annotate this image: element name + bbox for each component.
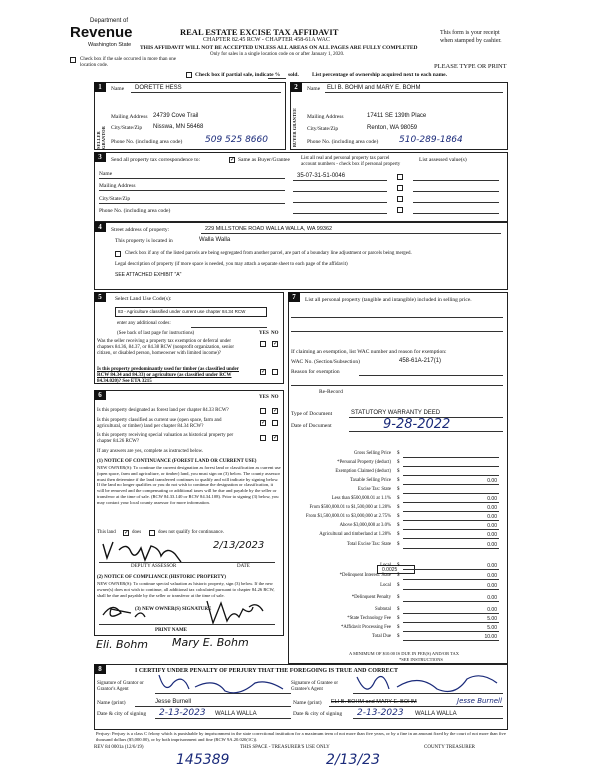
tax-row-value: 0.00 <box>487 542 497 548</box>
section-5-land-use <box>94 292 284 384</box>
corr-name-label: Name <box>99 171 113 177</box>
tax-row-value: 0.00 <box>487 607 497 613</box>
claiming-label: If claiming an exemption, list WAC number and reason for exemption: <box>291 349 447 355</box>
buyer-mailing-label: Mailing Address <box>307 114 344 120</box>
located-in: Walla Walla <box>199 237 231 243</box>
owner-signature-2 <box>207 601 263 623</box>
dollar-sign: $ <box>397 505 400 510</box>
tax-row-field[interactable] <box>403 548 499 549</box>
tax-row-label: *Personal Property (deduct) <box>337 460 391 465</box>
sold-label: sold. <box>288 72 299 78</box>
tax-row-value: 5.00 <box>487 625 497 631</box>
personal-property-checkbox-1[interactable] <box>397 174 403 180</box>
land-use-select[interactable] <box>115 307 267 317</box>
receipt-2: when stamped by cashier. <box>440 38 502 44</box>
send-correspondence-label: Send all property tax correspondence to: <box>111 157 201 163</box>
sec6-q3-no[interactable] <box>272 435 278 441</box>
dollar-sign: $ <box>397 451 400 456</box>
seller-phone: 509 525 8660 <box>205 135 268 145</box>
tax-row-label: *Delinquent Penalty <box>351 595 391 600</box>
segregated-label: Check box if any of the listed parcels are being segregated from another parcel, are part of a boundary line adjustment or parcels being merged. <box>125 251 412 256</box>
tax-row-label: Taxable Selling Price <box>350 478 391 483</box>
dor-logo <box>70 18 160 58</box>
seller-phone-label: Phone No. (including area code) <box>111 139 183 145</box>
partial-sale-label: Check box if partial sale, indicate % <box>195 72 281 78</box>
multi-location-label: Check box if the sale occurred in more than one location code. <box>80 57 176 68</box>
new-owner-signatures <box>99 597 279 625</box>
partial-pct-line[interactable] <box>268 78 286 79</box>
tax-row-field[interactable] <box>403 502 499 503</box>
local-rate: 0.0025 <box>382 567 398 573</box>
tax-row-label: Exemption Claimed (deduct) <box>335 469 391 474</box>
seller-name-label: Name <box>111 86 125 92</box>
does-qualify-checkbox[interactable] <box>123 530 129 536</box>
grantor-date-field[interactable] <box>155 718 291 719</box>
section-2-buyer <box>290 82 508 150</box>
section-1-seller <box>94 82 286 150</box>
same-as-buyer-checkbox[interactable] <box>229 157 235 163</box>
tax-row-value: 0.00 <box>487 563 497 569</box>
tax-row-label: Total Excise Tax: State <box>346 542 391 547</box>
section-4-property <box>94 222 508 290</box>
tax-row-label: From $1,500,000.01 to $3,000,000 at 2.75% <box>305 514 391 519</box>
form-revision: REV 84 0001a (12/6/19) <box>94 745 144 750</box>
assessor-date: 2/13/2023 <box>213 540 265 551</box>
county-treasurer: COUNTY TREASURER <box>424 745 475 750</box>
doc-date: 9-28-2022 <box>383 417 451 432</box>
parcel-header-2: account numbers - check box if personal property <box>301 162 401 167</box>
this-land-label: This land <box>97 530 116 535</box>
buyer-city: Renton, WA 98059 <box>367 125 418 131</box>
grantor-sig-label: Signature of Grantor or Grantor's Agent <box>97 681 144 692</box>
grantee-date-field[interactable] <box>353 718 503 719</box>
receipt-1: This form is your receipt <box>440 30 500 36</box>
personal-property-checkbox-3[interactable] <box>397 196 403 202</box>
wac-label: WAC No. (Section/Subsection) <box>291 359 360 365</box>
tax-row-field[interactable] <box>403 613 499 614</box>
tax-row-field[interactable] <box>403 569 499 570</box>
tax-row-value: 0.00 <box>487 595 497 601</box>
tax-row-value: 0.00 <box>487 478 497 484</box>
reason-field[interactable] <box>359 375 503 376</box>
dollar-sign: $ <box>397 487 400 492</box>
perjury-statement: Perjury: Perjury is a class C felony which is punishable by imprisonment in the state correctional institution for a maximum term of not more than five years, or by a fine in an amount fixed by the court of not more than five thousand dollars ($5,000.00), or by both imprisonment and fine (RCW 9A.20.020(1C)). <box>96 731 506 742</box>
parcel-line-3[interactable] <box>293 202 387 203</box>
tax-row-field[interactable] <box>403 484 499 485</box>
date-label: DATE <box>237 564 250 569</box>
wac-number: 458-61A-217(1) <box>399 358 442 364</box>
tax-row-label: Local <box>380 583 391 588</box>
tax-row-field[interactable] <box>403 457 499 458</box>
assessor-sign-line[interactable] <box>99 562 275 563</box>
dollar-sign: $ <box>397 583 400 588</box>
land-use-label: Select Land Use Code(s): <box>115 296 172 302</box>
sec5-yes-header: YES <box>259 331 269 336</box>
tax-row-value: 0.00 <box>487 583 497 589</box>
doc-type-label: Type of Document <box>291 411 333 417</box>
does-not-qualify-checkbox[interactable] <box>149 530 155 536</box>
personal-line-2[interactable] <box>291 331 503 332</box>
sec6-q3: Is this property receiving special valuation as historical property per chapter 84.26 RCW? <box>97 433 234 444</box>
grantee-name-label: Name (print) <box>293 700 322 706</box>
section-7-number: 7 <box>288 292 300 302</box>
sec6-q2: Is this property classified as current use (open space, farm and agricultural, or timber) land per chapter 84.34 RCW? <box>97 418 222 429</box>
sec5-q2-yes[interactable] <box>260 369 266 375</box>
stamp-date: 2/13/23 <box>326 752 380 768</box>
dollar-sign: $ <box>397 469 400 474</box>
corr-mailing-label: Mailing Address <box>99 183 136 189</box>
buyer-phone-label: Phone No. (including area code) <box>307 139 379 145</box>
tax-row-label: Local <box>380 563 391 568</box>
reason-field-2[interactable] <box>291 385 503 386</box>
seller-city-label: City/State/Zip <box>111 125 143 131</box>
partial-sale-checkbox[interactable] <box>186 72 192 78</box>
min-due-label: A MINIMUM OF $10.00 IS DUE IN FEE(S) AND/OR TAX <box>349 651 460 656</box>
seller-name-field[interactable] <box>131 92 281 93</box>
tax-row-field[interactable] <box>403 579 499 580</box>
dollar-sign: $ <box>397 523 400 528</box>
owner-signature-1 <box>103 607 145 617</box>
tax-row-label: Less than $500,000.01 at 1.1% <box>331 496 391 501</box>
buyer-city-label: City/State/Zip <box>307 126 339 132</box>
tax-row-value: 10.00 <box>484 634 497 640</box>
tax-row-label: Gross Selling Price <box>353 451 391 456</box>
tax-row-label: Subtotal <box>375 607 391 612</box>
section-6-number: 6 <box>94 390 106 400</box>
print-name-1: Eli. Bohm <box>96 638 149 651</box>
tax-row-field[interactable] <box>403 589 499 590</box>
form-subtitle: CHAPTER 82.45 RCW - CHAPTER 458-61A WAC <box>203 37 330 43</box>
buyer-mailing: 17411 SE 139th Place <box>367 113 427 119</box>
tax-row-field[interactable] <box>403 475 499 476</box>
dollar-sign: $ <box>397 607 400 612</box>
seller-name: DORETTE HESS <box>135 85 182 91</box>
corr-mailing-field[interactable] <box>99 190 285 191</box>
seller-city: Nisswa, MN 56468 <box>153 124 204 130</box>
see-back-label: (See back of last page for instructions) <box>117 331 195 336</box>
grantee-name: ELI B. BOHM and MARY E. BOHM <box>331 699 417 705</box>
buyer-name-field[interactable] <box>325 92 503 93</box>
list-pct-label: List percentage of ownership acquired next to each name. <box>312 72 447 78</box>
tax-row-value: 0.00 <box>487 514 497 520</box>
form-warning: THIS AFFIDAVIT WILL NOT BE ACCEPTED UNLESS ALL AREAS ON ALL PAGES ARE FULLY COMPLETED <box>140 45 418 51</box>
additional-codes-label: enter any additional codes: <box>117 321 171 326</box>
grantee-sig-label: Signature of Grantee or Grantee's Agent <box>291 681 339 692</box>
grantor-name: Jesse Burnell <box>155 699 192 705</box>
dollar-sign: $ <box>397 542 400 547</box>
grantee-city: WALLA WALLA <box>415 711 457 717</box>
grantee-signature <box>353 669 503 697</box>
assessed-line-3[interactable] <box>413 202 499 203</box>
assessor-signature <box>99 538 199 564</box>
treasurer-use: THIS SPACE - TREASURER'S USE ONLY <box>240 745 330 750</box>
section-3-correspondence <box>94 152 508 222</box>
print-name-2: Mary E. Bohm <box>172 636 249 649</box>
tax-row-field[interactable] <box>403 631 499 632</box>
sec5-q2: Is this property predominantly used for timber (as classified under RCW 84.34 and 84.33) or agriculture (as classified under RCW 84.34.020)? See ETA 3215 <box>97 367 239 384</box>
section-3-number: 3 <box>94 152 106 162</box>
doc-date-field[interactable] <box>349 431 503 432</box>
legal-description-label: Legal description of property (if more space is needed, you may attach a separate sheet to each page of the affidavit) <box>115 262 348 267</box>
tax-row-label: Agricultural and timberland at 1.28% <box>319 532 391 537</box>
tax-row-field[interactable] <box>403 640 499 641</box>
grantee-date: 2-13-2023 <box>357 708 404 718</box>
tax-row-value: 0.00 <box>487 523 497 529</box>
tax-row-field[interactable] <box>403 466 499 467</box>
sec6-yes-header: YES <box>259 395 269 400</box>
tax-row-field[interactable] <box>403 529 499 530</box>
tax-row-field[interactable] <box>403 601 499 602</box>
dollar-sign: $ <box>397 616 400 621</box>
dollar-sign: $ <box>397 478 400 483</box>
form-note: Only for sales in a single location code on or after January 1, 2020. <box>210 52 345 57</box>
section-7-sale <box>288 292 508 664</box>
rerecord-reason: Re-Record <box>319 389 343 395</box>
segregated-checkbox[interactable] <box>115 251 121 257</box>
grantor-name-field[interactable] <box>135 706 291 707</box>
stamp-number: 145389 <box>176 752 230 768</box>
doc-date-label: Date of Document <box>291 423 332 429</box>
sec5-q1: Was the seller receiving a property tax exemption or deferral under chapters 84.36, 84.37, or 84.38 RCW (nonprofit organization, senior citizen, or disabled person, homeowner with limited income)? <box>97 339 235 356</box>
parcel-line-2[interactable] <box>293 191 387 192</box>
revenue-word: Revenue <box>70 24 133 41</box>
doc-type: STATUTORY WARRANTY DEED <box>351 410 441 416</box>
assessed-line-1[interactable] <box>413 180 499 181</box>
corr-city-label: City/State/Zip <box>99 196 131 202</box>
corr-name-field[interactable] <box>99 178 285 179</box>
grantor-name-label: Name (print) <box>97 700 126 706</box>
tax-row-field[interactable] <box>403 493 499 494</box>
dollar-sign: $ <box>397 532 400 537</box>
notice-1-body: NEW OWNER(S): To continue the current designation as forest land or classification as current use (open space, farm and agriculture, or timber) land, you must sign on (3) below. The county assessor must then determine if the land transferred continues to qualify and will indicate by signing below. If the land no longer qualifies or you do not wish to continue the designation or classification, it will be removed and the compensating or additional taxes will be due and payable by the seller or transferor at the time of sale. (RCW 84.33.140 or RCW 84.34.108). Prior to signing (3) below, you may contact your local county assessor for more information. <box>97 465 281 505</box>
notice-2-body: NEW OWNER(S): To continue special valuation as historic property, sign (3) below. If the new owner(s) does not wish to continue, all additional tax calculated pursuant to chapter 84.26 RCW, shall be due and payable by the seller or transferor at the time of sale. <box>97 581 275 598</box>
grantor-signature <box>155 671 291 697</box>
form-title: REAL ESTATE EXCISE TAX AFFIDAVIT <box>180 27 339 37</box>
dollar-sign: $ <box>397 573 400 578</box>
tax-row-value: 0.00 <box>487 532 497 538</box>
buyer-phone: 510-289-1864 <box>399 135 463 145</box>
type-or-print: PLEASE TYPE OR PRINT <box>434 63 507 70</box>
sec6-q1: Is this property designated as forest land per chapter 84.33 RCW? <box>97 408 229 413</box>
tax-row-label: From $500,000.01 to $1,500,000 at 1.28% <box>309 505 391 510</box>
parcel-line-4[interactable] <box>293 213 387 214</box>
sec5-q2-no[interactable] <box>272 369 278 375</box>
dept-of: Department of <box>90 18 129 24</box>
if-yes-label: If any answers are yes, complete as instructed below. <box>97 449 204 454</box>
corr-city-field[interactable] <box>99 203 285 204</box>
tax-row-label: *Affidavit Processing Fee <box>340 625 391 630</box>
grantor-date: 2-13-2023 <box>159 708 206 718</box>
see-instructions: *SEE INSTRUCTIONS <box>399 657 443 662</box>
tax-row-field[interactable] <box>403 622 499 623</box>
grantee-date-label: Date & city of signing <box>293 711 343 717</box>
deputy-assessor-label: DEPUTY ASSESSOR <box>131 564 177 569</box>
tax-row-label: *Delinquent Interest: State <box>339 573 391 578</box>
seller-side-label: SELLER GRANTOR <box>96 126 106 149</box>
tax-row-field[interactable] <box>403 511 499 512</box>
tax-row-label: Excise Tax: State <box>357 487 391 492</box>
seller-mailing-label: Mailing Address <box>111 114 148 120</box>
assessor-signature-stroke <box>103 542 181 562</box>
grantor-city: WALLA WALLA <box>215 711 257 717</box>
sec6-q2-no[interactable] <box>272 420 278 426</box>
parcel-number: 35-07-31-51-0046 <box>297 173 346 179</box>
grantee-name-field[interactable] <box>329 706 503 707</box>
assessed-value-header: List assessed value(s) <box>419 157 467 163</box>
section-5-number: 5 <box>94 292 106 302</box>
does-label: does <box>132 530 142 535</box>
buyer-name: ELI B. BOHM and MARY E. BOHM <box>327 85 421 91</box>
grantor-date-label: Date & city of signing <box>97 711 147 717</box>
personal-property-checkbox-2[interactable] <box>397 185 403 191</box>
sec6-no-header: NO <box>271 395 279 400</box>
personal-line-1[interactable] <box>291 317 503 318</box>
does-not-label: does not qualify for continuance. <box>158 530 224 535</box>
parcel-header-1: List all real and personal property tax parcel <box>301 156 390 161</box>
tax-row-field[interactable] <box>403 520 499 521</box>
additional-codes-field[interactable] <box>191 327 267 328</box>
sec6-q1-no[interactable] <box>272 408 278 414</box>
wa-state: Washington State <box>88 42 132 48</box>
tax-row-label: Above $3,000,000 at 3.0% <box>339 523 391 528</box>
print-name-label: PRINT NAME <box>155 628 187 633</box>
seller-mailing: 24739 Cove Trail <box>153 113 199 119</box>
located-in-label: This property is located in <box>115 238 173 244</box>
grantee-name-note: Jesse Burnell <box>457 697 502 705</box>
sec6-q3-yes[interactable] <box>260 435 266 441</box>
tax-row-field[interactable] <box>403 538 499 539</box>
section-2-number: 2 <box>290 82 302 92</box>
tax-row-value: 0.00 <box>487 573 497 579</box>
section-8-certification <box>94 664 508 730</box>
multi-location-checkbox[interactable] <box>70 57 76 63</box>
notice-3-title: (3) NEW OWNER(S) SIGNATURE <box>135 607 212 612</box>
section-4-number: 4 <box>94 222 106 232</box>
buyer-name-label: Name <box>307 86 321 92</box>
sec5-no-header: NO <box>271 331 279 336</box>
dollar-sign: $ <box>397 634 400 639</box>
dollar-sign: $ <box>397 514 400 519</box>
sec6-q2-yes[interactable] <box>260 420 266 426</box>
tax-row-value: 5.00 <box>487 616 497 622</box>
section-1-number: 1 <box>94 82 106 92</box>
reason-label: Reason for exemption <box>291 369 340 375</box>
certify-statement: I CERTIFY UNDER PENALTY OF PERJURY THAT THE FOREGOING IS TRUE AND CORRECT <box>135 668 398 674</box>
buyer-side-label: BUYER GRANTEE <box>292 108 297 148</box>
street-address: 229 MILLSTONE ROAD WALLA WALLA, WA 99362 <box>205 226 333 232</box>
tax-row-value: 0.00 <box>487 505 497 511</box>
assessed-line-4[interactable] <box>413 213 499 214</box>
sec5-q1-no[interactable] <box>272 341 278 347</box>
street-address-field[interactable] <box>201 233 501 234</box>
personal-property-checkbox-4[interactable] <box>397 207 403 213</box>
sec5-q1-yes[interactable] <box>260 341 266 347</box>
dollar-sign: $ <box>397 496 400 501</box>
dollar-sign: $ <box>397 595 400 600</box>
tax-row-label: *State Technology Fee <box>347 616 391 621</box>
personal-property-label: List all personal property (tangible and intangible) included in selling price. <box>305 297 472 303</box>
tax-row-label: Total Due <box>372 634 391 639</box>
grantor-signature-stroke <box>159 675 283 693</box>
sec6-q1-yes[interactable] <box>260 408 266 414</box>
notice-2-title: (2) NOTICE OF COMPLIANCE (HISTORIC PROPERTY) <box>97 575 226 580</box>
grantee-signature-stroke <box>357 676 497 692</box>
legal-description: SEE ATTACHED EXHIBIT "A" <box>115 272 182 278</box>
assessed-line-2[interactable] <box>413 191 499 192</box>
corr-phone-label: Phone No. (including area code) <box>99 208 171 214</box>
parcel-line-1[interactable] <box>293 180 387 181</box>
owner-sign-line[interactable] <box>99 624 275 625</box>
section-8-number: 8 <box>94 664 106 674</box>
dollar-sign: $ <box>397 460 400 465</box>
land-use-value: 83 - Agriculture classified under current use chapter 84.34 RCW <box>118 309 246 314</box>
same-as-buyer-label: Same as Buyer/Grantee <box>238 157 290 163</box>
dollar-sign: $ <box>397 563 400 568</box>
section-6-designation <box>94 390 284 636</box>
tax-row-value: 0.00 <box>487 496 497 502</box>
dollar-sign: $ <box>397 625 400 630</box>
street-address-label: Street address of property: <box>111 227 170 233</box>
notice-1-title: (1) NOTICE OF CONTINUANCE (FOREST LAND OR CURRENT USE) <box>97 459 257 464</box>
